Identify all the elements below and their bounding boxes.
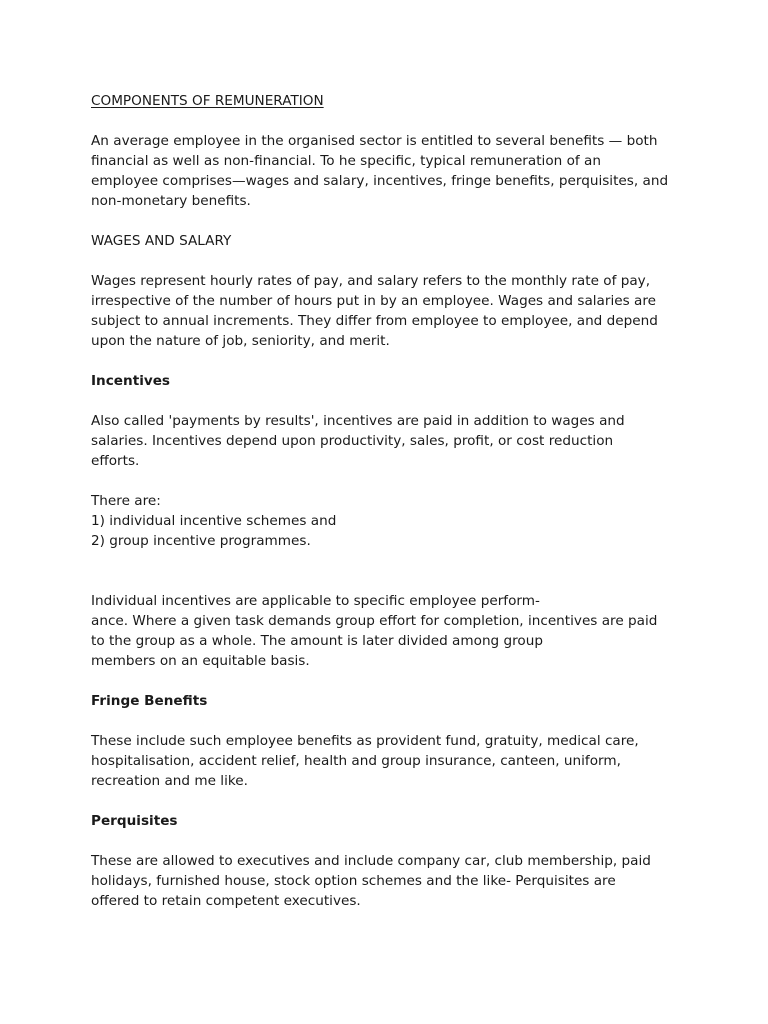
paragraph-line: upon the nature of job, seniority, and merit. — [91, 333, 390, 349]
paragraph-line: offered to retain competent executives. — [91, 893, 361, 909]
paragraph-line: Individual incentives are applicable to specific employee perform- — [91, 593, 540, 609]
paragraph-line: financial as well as non-financial. To he specific, typical remuneration of an — [91, 153, 601, 169]
intro-paragraph — [91, 131, 731, 211]
incentives-detail-paragraph — [91, 591, 731, 671]
paragraph-line: efforts. — [91, 453, 140, 469]
paragraph-line: irrespective of the number of hours put in by an employee. Wages and salaries are — [91, 293, 656, 309]
paragraph-line: subject to annual increments. They differ from employee to employee, and depend — [91, 313, 658, 329]
paragraph-line: ance. Where a given task demands group effort for completion, incentives are paid — [91, 613, 658, 629]
document-page — [91, 91, 731, 931]
incentives-paragraph — [91, 411, 731, 471]
paragraph-line: An average employee in the organised sector is entitled to several benefits — both — [91, 133, 658, 149]
incentives-list — [91, 491, 731, 551]
list-intro: There are: — [91, 493, 161, 509]
paragraph-line: hospitalisation, accident relief, health and group insurance, canteen, uniform, — [91, 753, 621, 769]
document-title: COMPONENTS OF REMUNERATION — [91, 93, 324, 109]
list-item: 1) individual incentive schemes and — [91, 513, 337, 529]
section-heading-perquisites: Perquisites — [91, 813, 178, 829]
paragraph-line: Wages represent hourly rates of pay, and salary refers to the monthly rate of pay, — [91, 273, 651, 289]
section-heading-incentives: Incentives — [91, 373, 171, 389]
paragraph-line: employee comprises—wages and salary, incentives, fringe benefits, perquisites, and — [91, 173, 669, 189]
paragraph-line: These are allowed to executives and include company car, club membership, paid — [91, 853, 651, 869]
paragraph-line: These include such employee benefits as provident fund, gratuity, medical care, — [91, 733, 639, 749]
paragraph-line: salaries. Incentives depend upon productivity, sales, profit, or cost reduction — [91, 433, 614, 449]
paragraph-line: to the group as a whole. The amount is later divided among group — [91, 633, 543, 649]
paragraph-line: non-monetary benefits. — [91, 193, 251, 209]
section-heading-fringe: Fringe Benefits — [91, 693, 208, 709]
fringe-paragraph — [91, 731, 731, 791]
paragraph-line: recreation and me like. — [91, 773, 248, 789]
section-heading-wages: WAGES AND SALARY — [91, 233, 232, 249]
wages-paragraph — [91, 271, 731, 351]
paragraph-line: Also called 'payments by results', incentives are paid in addition to wages and — [91, 413, 625, 429]
perquisites-paragraph — [91, 851, 731, 911]
paragraph-line: holidays, furnished house, stock option schemes and the like- Perquisites are — [91, 873, 616, 889]
list-item: 2) group incentive programmes. — [91, 533, 311, 549]
paragraph-line: members on an equitable basis. — [91, 653, 310, 669]
